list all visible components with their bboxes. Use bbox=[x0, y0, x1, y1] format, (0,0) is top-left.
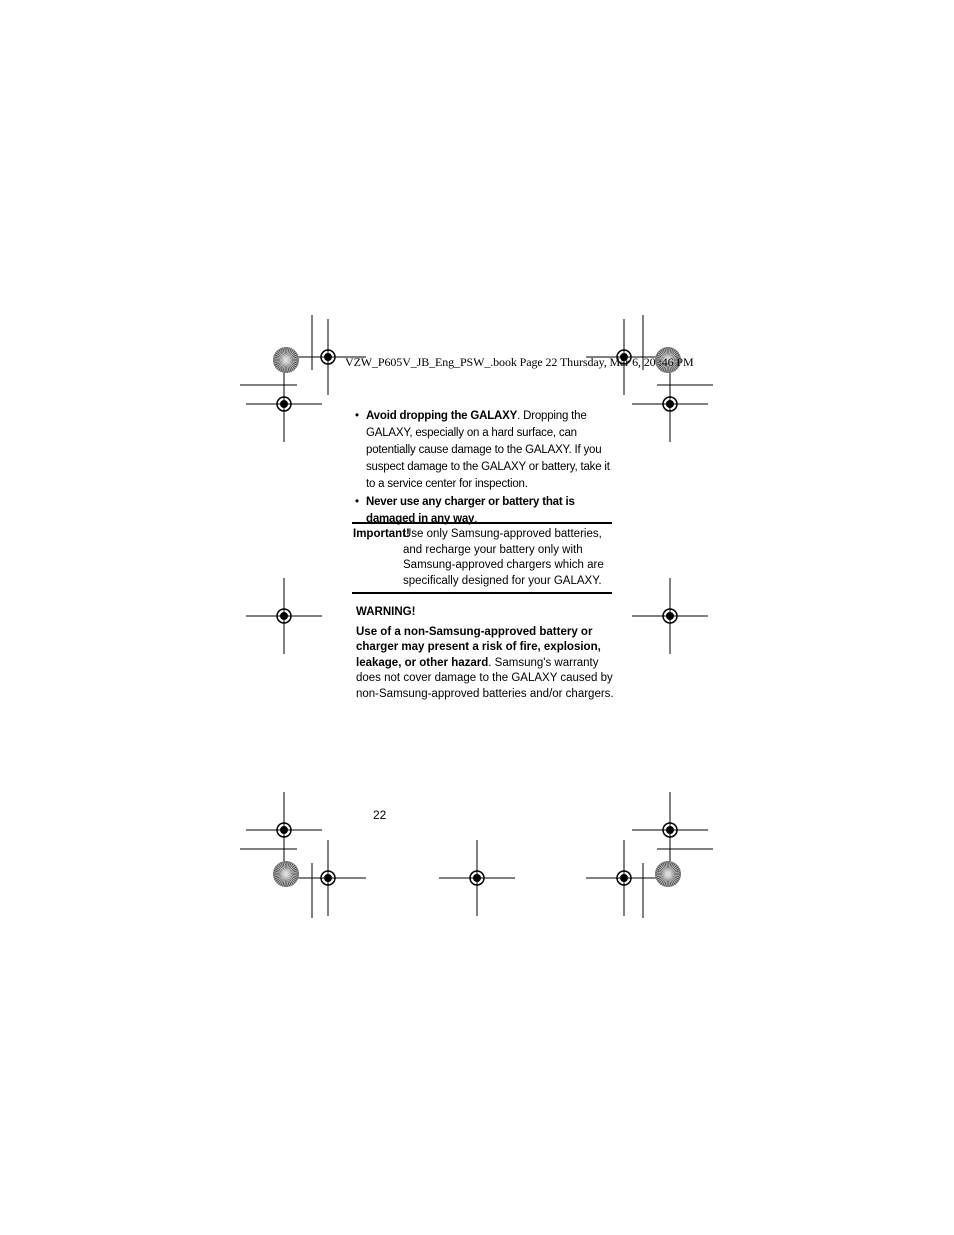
registration-target bbox=[586, 840, 662, 916]
starburst-mark bbox=[273, 347, 299, 373]
warning-title: WARNING! bbox=[356, 606, 416, 618]
registration-target bbox=[632, 366, 708, 442]
starburst-mark bbox=[273, 861, 299, 887]
bullet-icon: • bbox=[355, 410, 359, 422]
note-text: Use only Samsung-approved batteries, and recharge your battery only with Samsung-approved chargers which are specifically designed for your GALAXY. bbox=[403, 528, 604, 587]
registration-target bbox=[246, 792, 322, 868]
page-number: 22 bbox=[373, 808, 387, 822]
registration-target bbox=[246, 366, 322, 442]
bullet-list bbox=[353, 408, 615, 529]
bullet-icon: • bbox=[355, 496, 359, 508]
note-label: Important! bbox=[353, 528, 410, 540]
registration-target bbox=[439, 840, 515, 916]
list-item: • Never use any charger or battery that is damaged in any way. bbox=[355, 496, 575, 525]
registration-target bbox=[632, 792, 708, 868]
registration-target bbox=[290, 840, 366, 916]
warning-text: Use of a non-Samsung-approved battery or charger may present a risk of fire, explosion, leakage, or other hazard. Samsung's warranty does not cover damage to the GALAXY caused by non-Samsung-approved batteries and/or chargers. bbox=[356, 625, 614, 700]
important-note bbox=[353, 527, 615, 589]
note-divider-top bbox=[352, 522, 612, 524]
registration-target bbox=[246, 578, 322, 654]
list-item: • Avoid dropping the GALAXY. Dropping the GALAXY, especially on a hard surface, can potentially cause damage to the GALAXY. If you suspect damage to the GALAXY or battery, take it to a service center for inspection. bbox=[355, 410, 610, 490]
note-divider-bottom bbox=[352, 592, 612, 594]
registration-target bbox=[632, 578, 708, 654]
starburst-mark bbox=[655, 861, 681, 887]
page-header: VZW_P605V_JB_Eng_PSW_.book Page 22 Thursday, Mar 6, 20 :46 PM bbox=[345, 355, 694, 369]
warning-block bbox=[356, 605, 618, 703]
